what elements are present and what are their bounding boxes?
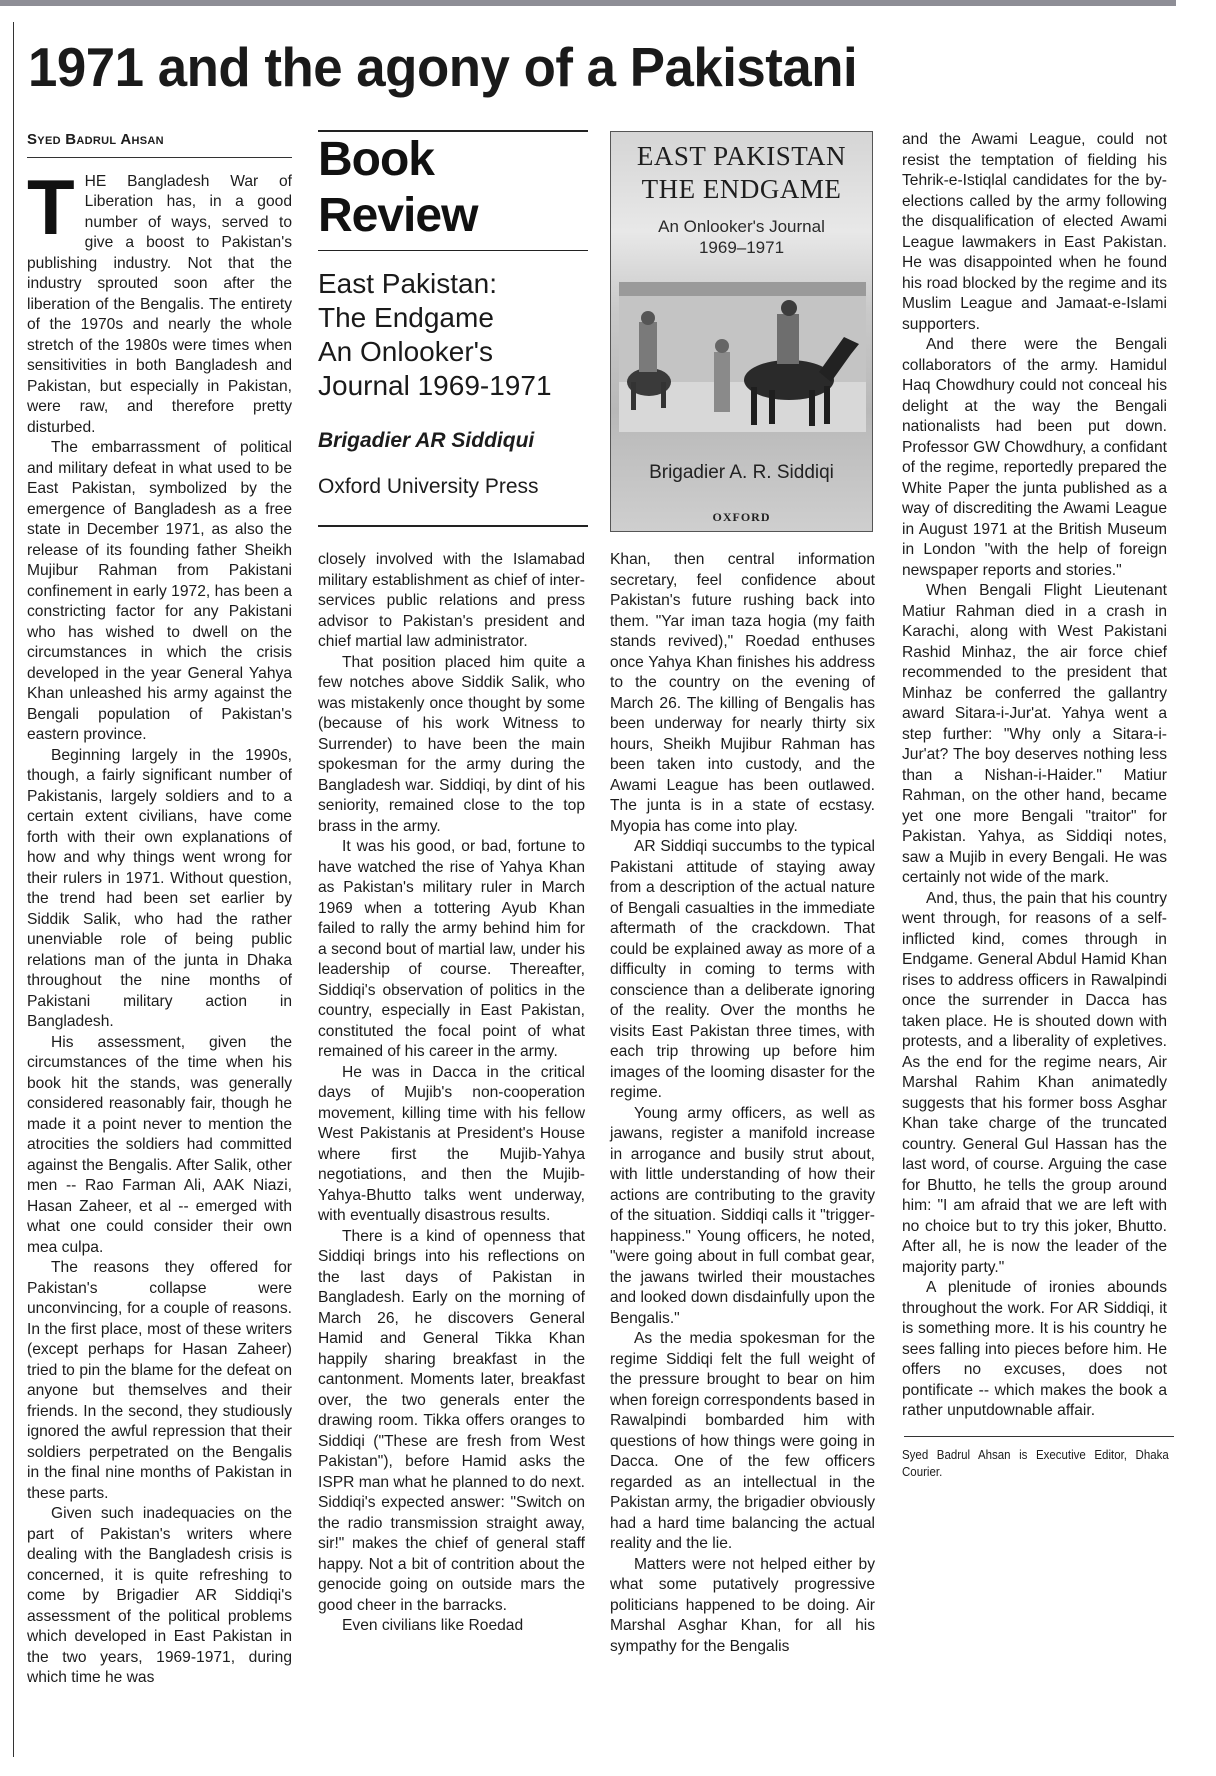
paragraph: That position placed him quite a few notches above Siddik Salik, who was mistakenly once thought by some (because of his work Witness to Surrender) to have been the main spokesman for the army during the Bangladesh war. Siddiqi, by dint of his seniority, remained close to the top brass in the army. [318,653,585,835]
book-title: East Pakistan: The Endgame An Onlooker's Journal 1969-1971 [318,268,552,401]
divider [318,525,588,527]
paragraph: AR Siddiqi succumbs to the typical Pakistani attitude of staying away from a description of the actual nature of Bengali casualties in the immediate aftermath of the crackdown. That could be explained away as more of a difficulty in coming to terms with conscience than a deliberate ignoring of the reality. Over the months he visits East Pakistan three times, with each trip throwing up before him images of the looming disaster for the regime. [610,838,875,1101]
article-column-1 [27,130,292,1689]
paragraph: Beginning largely in the 1990s, though, a fairly significant number of Pakistanis, largely soldiers and to a certain extent civilians, have come forth with their own explanations of how and why things went wrong for their rulers in 1971. Without question, the trend had been set earlier by Siddik Salik, who had the rather unenviable role of being public relations man of the junta in Dhaka throughout the nine months of Pakistani military action in Bangladesh. [27,746,292,1030]
paragraph: It was his good, or bad, fortune to have watched the rise of Yahya Khan as Pakistan's military ruler in March 1969 when a tottering Ayub Khan failed to rally the army behind him for a second bout of martial law, under his leadership of course. Thereafter, Siddiqi's observation of politics in the country, especially in East Pakistan, constituted the focal point of what remained of his career in the army. [318,838,585,1060]
paragraph: And, thus, the pain that his country went through, for reasons of a self-inflicted kind, comes through in Endgame. General Abdul Hamid Khan rises to address officers in Rawalpindi once the surrender in Dacca has taken place. He is shouted down with protests, and a liberality of expletives. As the end for the regime nears, Air Marshal Rahim Khan animatedly suggests that his former boss Asghar Khan take charge of the truncated country. General Gul Hassan has the last word, of course. Arguing the case for Bhutto, he tells the group around him: "I am afraid that we are left with no choice but to try this joker, Bhutto. After all, he is now the leader of the majority party." [902,889,1167,1276]
paragraph: His assessment, given the circumstances of the time when his book hit the stands, was generally considered reasonably fair, though he made it a point never to mention the atrocities the soldiers had committed against the Bengalis. After Salik, other men -- Rao Farman Ali, AAK Niazi, Hasan Zaheer, et al -- emerged with what one could consider their own mea culpa. [27,1033,292,1256]
article-column-3 [610,550,875,1657]
paragraph: Even civilians like Roedad [342,1617,524,1634]
cover-subtitle: An Onlooker's Journal 1969–1971 [658,217,825,257]
article-column-4 [902,130,1167,1481]
book-publisher: Oxford University Press [318,475,539,498]
cover-title: EAST PAKISTAN THE ENDGAME [636,141,847,204]
paragraph: The embarrassment of political and military defeat in what used to be East Pakistan, symbolized by the emergence of Bangladesh as a free state in December 1971, as also the release of its founding father Sheikh Mujibur Rahman from Pakistani confinement in early 1972, has been a constricting factor for any Pakistani who has wished to dwell on the circumstances in which the crisis developed in the year General Yahya Khan unleashed his army against the Bengali population of Pakistan's eastern province. [27,439,292,743]
cover-author: Brigadier A. R. Siddiqi [649,462,834,483]
horse-riders-photo [619,282,866,432]
paragraph: There is a kind of openness that Siddiqi brings into his reflections on the last days of Pakistan in Bangladesh. Early on the morning of March 26, he discovers General Hamid and General Tikka Khan happily sharing breakfast in the cantonment. Moments later, breakfast over, the two generals enter the drawing room. Tikka offers oranges to Siddiqi ("These are fresh from West Pakistan"), before Hamid asks the ISPR man what he planned to do next. Siddiqi's expected answer: "Switch on the radio transmission straight away, sir!" makes the chief of general staff happy. Not a bit of contrition about the genocide going on outside mars the good cheer in the barracks. [318,1227,585,1614]
book-cover-image [610,131,873,532]
paragraph: A plenitude of ironies abounds throughout the work. For AR Siddiqi, it is something more. It is his country he sees falling into pieces before him. He offers no excuses, does not pontificate -- which makes the book a rather unputdownable affair. [902,1279,1167,1419]
paragraph: When Bengali Flight Lieutenant Matiur Rahman died in a crash in Karachi, along with West Pakistani Rashid Minhaz, the air force chief recommended to the president that Minhaz be conferred the gallantry award Sitara-i-Jur'at. Yahya went a step further: "Why only a Sitara-i-Jur'at? The boy deserves nothing less than a Nishan-i-Haider." Matiur Rahman, on the other hand, became yet one more Bengali "traitor" for Pakistan. Yahya, as Siddiqi notes, saw a Mujib in every Bengali. He was certainly not wide of the mark. [902,582,1167,886]
paragraph: Khan, then central information secretary, feel confidence about Pakistan's future rushing back into them. "Yar iman taza hogia (my faith stands revived)," Roedad enthuses once Yahya Khan finishes his address to the country on the evening of March 26. The killing of Bengalis has been underway for nearly thirty six hours, Sheikh Mujibur Rahman has been taken into custody, and the Awami League has been outlawed. The junta is in a state of ecstasy. Myopia has come into play. [610,551,875,835]
paragraph: and the Awami League, could not resist the temptation of fielding his Tehrik-e-Istiqlal candidates for the by-elections called by the army following the disqualification of elected Awami League lawmakers in East Pakistan. He was disappointed when he found his road blocked by the regime and its Muslim League and Jamaat-e-Islami supporters. [902,131,1167,333]
cover-publisher: OXFORD [712,510,771,524]
section-label: Book Review [318,133,478,242]
paragraph: Matters were not helped either by what some putatively progressive politicians happened to be doing. Air Marshal Asghar Khan, for all his sympathy for the Bengalis [610,1555,875,1655]
book-review-box [318,130,588,527]
paragraph: Young army officers, as well as jawans, register a manifold increase in arrogance and busily strut about, with little understanding of how their actions are contributing to the gravity of the situation. Siddiqi calls it "trigger-happiness." Young officers, he noted, "were going about in full combat gear, the jawans twirled their moustaches and looked down disdainfully upon the Bengalis." [610,1104,875,1327]
headline: 1971 and the agony of a Pakistani [28,36,858,98]
paragraph: THE Bangladesh War of Liberation has, in a good number of ways, served to give a boost to Pakistan's publishing industry. Not that the industry sprouted soon after the liberation of the Bengalis. The entirety of the 1970s and nearly the whole stretch of the 1980s were times when sensitivities in both Bangladesh and Pakistan, but especially in Pakistan, were raw, and therefore pretty disturbed. [27,162,292,436]
article-column-2 [318,550,585,1637]
byline: Syed Badrul Ahsan [27,130,292,158]
paragraph: The reasons they offered for Pakistan's collapse were unconvincing, for a couple of reasons. In the first place, most of these writers (except perhaps for Hasan Zaheer) tried to pin the blame for the defeat on anyone but themselves and their friends. In the second, they studiously ignored the awful repression that their soldiers perpetrated on the Bengalis in the final nine months of Pakistan in these parts. [27,1259,292,1502]
paragraph: Given such inadequacies on the part of Pakistan's writers where dealing with the Bangladesh crisis is concerned, it is quite refreshing to come by Brigadier AR Siddiqi's assessment of the political problems which developed in East Pakistan in the two years, 1969-1971, during which time he was [27,1505,292,1686]
paragraph: He was in Dacca in the critical days of Mujib's non-cooperation movement, killing time with his fellow West Pakistanis at President's House where first the Mujib-Yahya negotiations, and then the Mujib-Yahya-Bhutto talks went underway, with eventually disastrous results. [318,1063,585,1224]
paragraph: And there were the Bengali collaborators of the army. Hamidul Haq Chowdhury could not conceal his delight at the way the Bengali nationalists had been put down. Professor GW Chowdhury, a confidant of the regime, reportedly prepared the White Paper the junta published as a way of discrediting the Awami League in August 1971 at the British Museum in London "with the help of foreign newspaper reports and stories." [902,336,1167,579]
paragraph: As the media spokesman for the regime Siddiqi felt the full weight of the pressure brought to bear on him when foreign correspondents based in Rawalpindi bombarded him with questions of how things were going in Dacca. One of the few officers regarded as an intellectual in the Pakistan army, the brigadier obviously had a hard time balancing the actual reality and the lie. [610,1330,875,1552]
top-bar [0,0,1176,6]
paragraph: closely involved with the Islamabad military establishment as chief of inter-services public relations and press advisor to Pakistan's president and chief martial law administrator. [318,551,585,650]
book-author: Brigadier AR Siddiqui [318,429,535,452]
divider [904,1436,1174,1437]
drop-cap: T [27,162,75,251]
author-bio: Syed Badrul Ahsan is Executive Editor, Dhaka Courier. [902,1447,1169,1479]
left-margin-rule [13,22,14,1757]
divider [318,250,588,251]
